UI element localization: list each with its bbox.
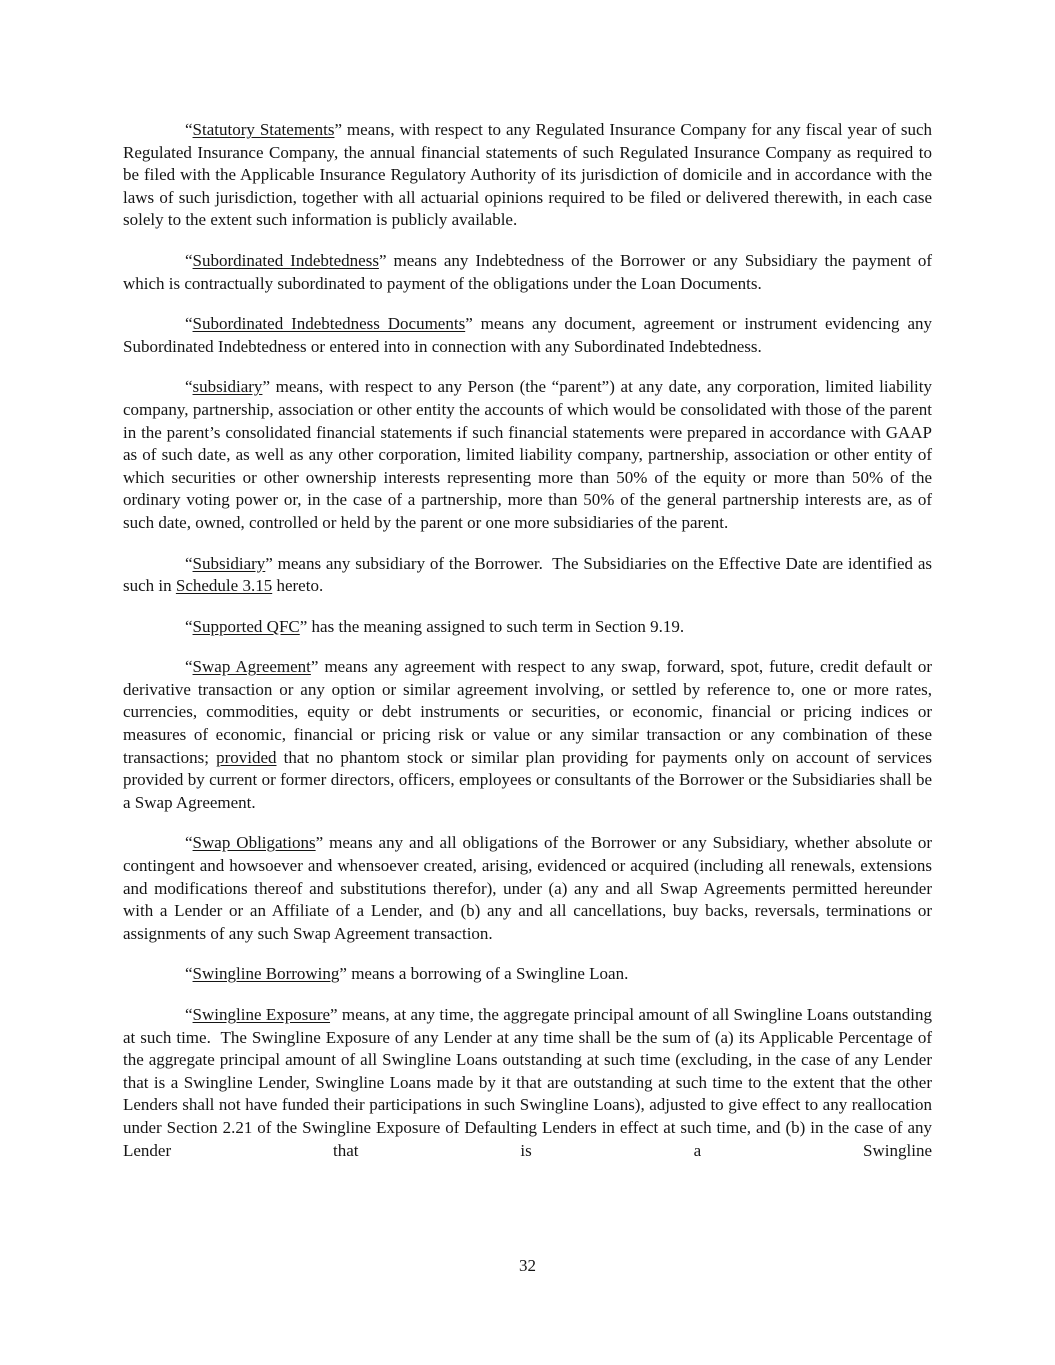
defined-term: Swingline Exposure xyxy=(192,1005,331,1024)
paragraph-text: “ xyxy=(185,1005,193,1024)
paragraph-text: “ xyxy=(185,964,193,984)
paragraph-text: hereto. xyxy=(272,576,324,596)
paragraph-text: “ xyxy=(185,314,193,334)
paragraph-text: ” has the meaning assigned to such term in Section 9.19. xyxy=(299,616,685,636)
definition-paragraph xyxy=(123,656,932,814)
paragraph-text: ” means any agreement with respect to any swap, forward, spot, future, credit default or derivative transaction or any option or similar agreement involving, or settled by reference to, one or more rates, currencies, commodities, equity or debt instruments or securities, or economic, financial or pricing indices or measures of economic, financial or pricing risk or value or any similar transaction or any combination of these transactions; xyxy=(123,657,933,767)
paragraph-text: “ xyxy=(185,657,193,677)
defined-term: Subsidiary xyxy=(192,553,266,573)
defined-term: Statutory Statements xyxy=(192,120,335,139)
paragraph-text: “ xyxy=(185,120,193,139)
defined-term: Swap Obligations xyxy=(192,833,316,853)
defined-term: Subordinated Indebtedness xyxy=(192,250,379,270)
paragraph-text: ” means, with respect to any Person (the “parent”) at any date, any corporation, limited liability company, partnership, association or other entity the accounts of which would be consolidated with those of the parent in the parent’s consolidated financial statements if such financial statements were prepared in accordance with GAAP as of such date, as well as any other corporation, limited liability company, partnership, association or other entity of which securities or other ownership interests representing more than 50% of the equity or more than 50% of the ordinary voting power or, in the case of a partnership, more than 50% of the general partnership interests are, as of such date, owned, controlled or held by the parent or one more subsidiaries of the parent. xyxy=(123,377,932,532)
definition-paragraph xyxy=(123,313,932,358)
definition-paragraph xyxy=(123,832,932,945)
defined-term: Swingline Borrowing xyxy=(192,964,340,984)
defined-term: Schedule 3.15 xyxy=(175,576,273,596)
defined-term: subsidiary xyxy=(192,377,263,397)
paragraph-text: “ xyxy=(185,833,193,853)
paragraph-text: ” means, with respect to any Regulated Insurance Company for any fiscal year of such Regulated Insurance Company, the annual financial statements of such Regulated Insurance Company as required to be filed with the Applicable Insurance Regulatory Authority of its jurisdiction of domicile and in accordance with the laws of such jurisdiction, together with all actuarial opinions required to be filed or delivered therewith, in each case solely to the extent such information is publicly available. xyxy=(123,120,932,230)
definition-paragraph xyxy=(123,1004,932,1162)
paragraph-text: ” means any document, agreement or instrument evidencing any Subordinated Indebtedness or entered into in connection with any Subordinated Indebtedness. xyxy=(123,314,932,356)
definition-paragraph xyxy=(123,963,932,986)
defined-term: Supported QFC xyxy=(192,616,300,636)
paragraph-text: ” means any and all obligations of the Borrower or any Subsidiary, whether absolute or contingent and howsoever and whensoever created, arising, evidenced or acquired (including all renewals, extensions and modifications thereof and substitutions therefor), under (a) any and all Swap Agreements permitted hereunder with a Lender or an Affiliate of a Lender, and (b) any and all cancellations, buy backs, reversals, terminations or assignments of any such Swap Agreement transaction. xyxy=(123,833,933,943)
paragraph-text: “ xyxy=(185,250,193,270)
paragraph-text: “ xyxy=(185,553,193,573)
definition-paragraph xyxy=(123,553,932,598)
document-body xyxy=(123,119,932,1180)
paragraph-text: “ xyxy=(185,616,193,636)
paragraph-text: ” means any Indebtedness of the Borrower or any Subsidiary the payment of which is contractually subordinated to payment of the obligations under the Loan Documents. xyxy=(123,250,932,293)
defined-term: Subordinated Indebtedness Documents xyxy=(192,314,466,334)
page-footer xyxy=(0,1255,1055,1278)
definition-paragraph xyxy=(123,376,932,534)
paragraph-text: that no phantom stock or similar plan providing for payments only on account of services provided by current or former directors, officers, employees or consultants of the Borrower or the Subsidiaries shall be a Swap Agreement. xyxy=(123,747,933,812)
paragraph-text: ” means, at any time, the aggregate principal amount of all Swingline Loans outstanding at such time. The Swingline Exposure of any Lender at any time shall be the sum of (a) its Applicable Percentage of the aggregate principal amount of all Swingline Loans outstanding at such time (excluding, in the case of any Lender that is a Swingline Lender, Swingline Loans made by it that are outstanding at such time to the extent that the other Lenders shall not have funded their participations in such Swingline Loans), adjusted to give effect to any reallocation under Section 2.21 of the Swingline Exposure of Defaulting Lenders in effect at such time, and (b) in the case of any Lender that is a Swingline xyxy=(123,1005,932,1160)
paragraph-text: “ xyxy=(185,377,193,397)
definition-paragraph xyxy=(123,119,932,232)
definition-paragraph xyxy=(123,250,932,295)
defined-term: Swap Agreement xyxy=(192,657,311,677)
paragraph-text: ” means any subsidiary of the Borrower. The Subsidiaries on the Effective Date are identified as such in xyxy=(123,553,932,596)
page-number: 32 xyxy=(519,1256,536,1275)
paragraph-text: ” means a borrowing of a Swingline Loan. xyxy=(339,964,629,984)
definition-paragraph xyxy=(123,616,932,639)
defined-term: provided xyxy=(216,747,277,767)
